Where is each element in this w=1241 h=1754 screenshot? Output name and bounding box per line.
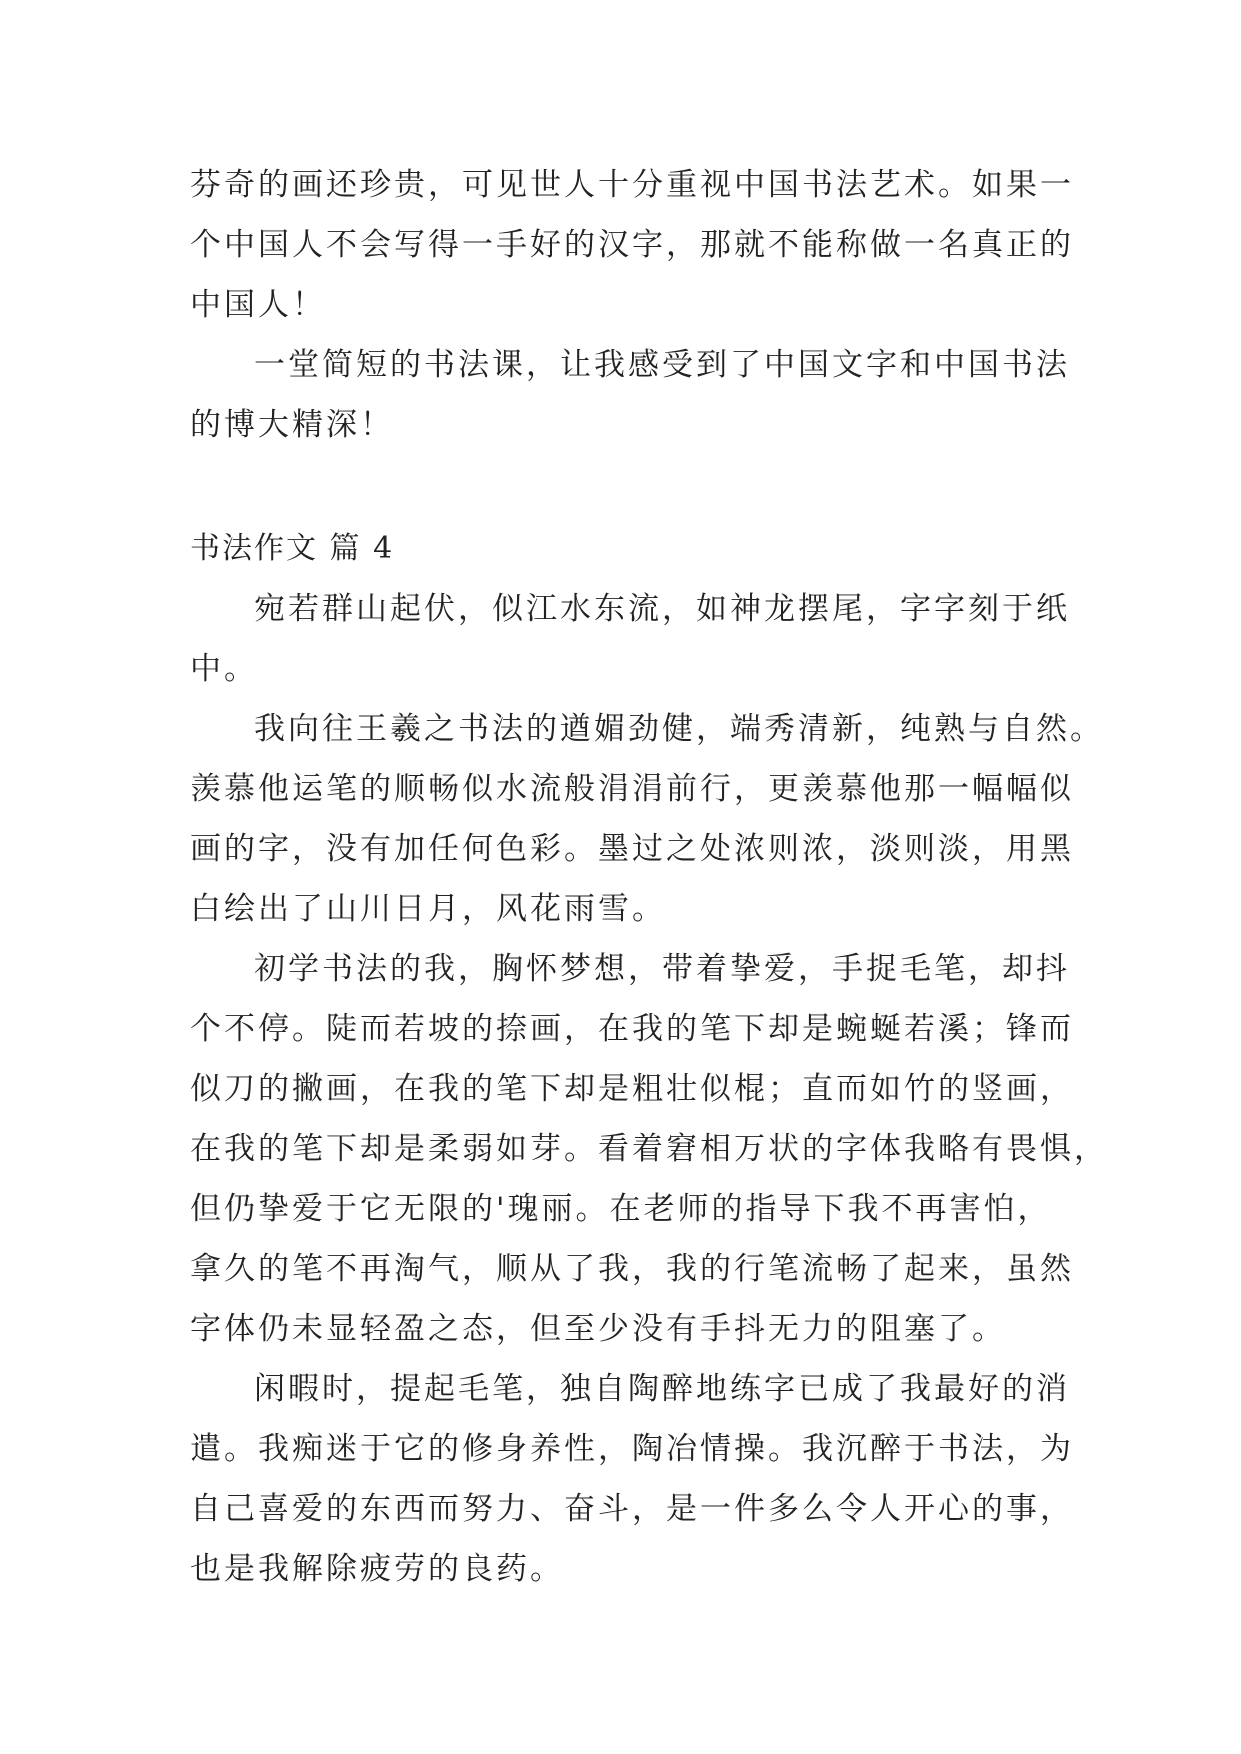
paragraph-1	[190, 579, 1070, 699]
text-line: 中。	[190, 651, 258, 687]
text-line: 但仍挚爱于它无限的'瑰丽。在老师的指导下我不再害怕，	[190, 1191, 1052, 1227]
text-line: 也是我解除疲劳的良药。	[190, 1551, 564, 1587]
text-line: 遣。我痴迷于它的修身养性，陶冶情操。我沉醉于书法，为	[190, 1431, 1074, 1467]
section-heading: 书法作文 篇 4	[190, 531, 395, 566]
text-line: 似刀的撇画，在我的笔下却是粗壮似棍；直而如竹的竖画，	[190, 1071, 1074, 1107]
paragraph-4	[190, 1359, 1074, 1599]
text-line: 宛若群山起伏，似江水东流，如神龙摆尾，字字刻于纸	[254, 591, 1070, 627]
text-line: 的博大精深！	[190, 407, 394, 443]
text-line: 初学书法的我，胸怀梦想，带着挚爱，手捉毛笔，却抖	[254, 951, 1070, 987]
paragraph-3	[190, 939, 1108, 1359]
text-line: 羡慕他运笔的顺畅似水流般涓涓前行，更羡慕他那一幅幅似	[190, 771, 1074, 807]
text-line: 字体仍未显轻盈之态，但至少没有手抖无力的阻塞了。	[190, 1311, 1006, 1347]
text-line: 白绘出了山川日月，风花雨雪。	[190, 891, 666, 927]
text-line: 个不停。陡而若坡的捺画，在我的笔下却是蜿蜒若溪；锋而	[190, 1011, 1074, 1047]
document-body	[190, 155, 1108, 1599]
text-line: 芬奇的画还珍贵，可见世人十分重视中国书法艺术。如果一	[190, 167, 1074, 203]
text-line: 我向往王羲之书法的遒媚劲健，端秀清新，纯熟与自然。	[254, 711, 1104, 747]
text-line: 自己喜爱的东西而努力、奋斗，是一件多么令人开心的事，	[190, 1491, 1074, 1527]
section-spacer	[190, 455, 1050, 519]
text-line: 闲暇时，提起毛笔，独自陶醉地练字已成了我最好的消	[254, 1371, 1070, 1407]
text-line: 在我的笔下却是柔弱如芽。看着窘相万状的字体我略有畏惧，	[190, 1131, 1108, 1167]
text-line: 拿久的笔不再淘气，顺从了我，我的行笔流畅了起来，虽然	[190, 1251, 1074, 1287]
text-line: 画的字，没有加任何色彩。墨过之处浓则浓，淡则淡，用黑	[190, 831, 1074, 867]
intro-paragraph	[190, 155, 1074, 335]
text-line: 中国人！	[190, 287, 326, 323]
text-line: 个中国人不会写得一手好的汉字，那就不能称做一名真正的	[190, 227, 1074, 263]
text-line: 一堂简短的书法课，让我感受到了中国文字和中国书法	[254, 347, 1070, 383]
paragraph-2	[190, 699, 1104, 939]
closing-paragraph	[190, 335, 1070, 455]
